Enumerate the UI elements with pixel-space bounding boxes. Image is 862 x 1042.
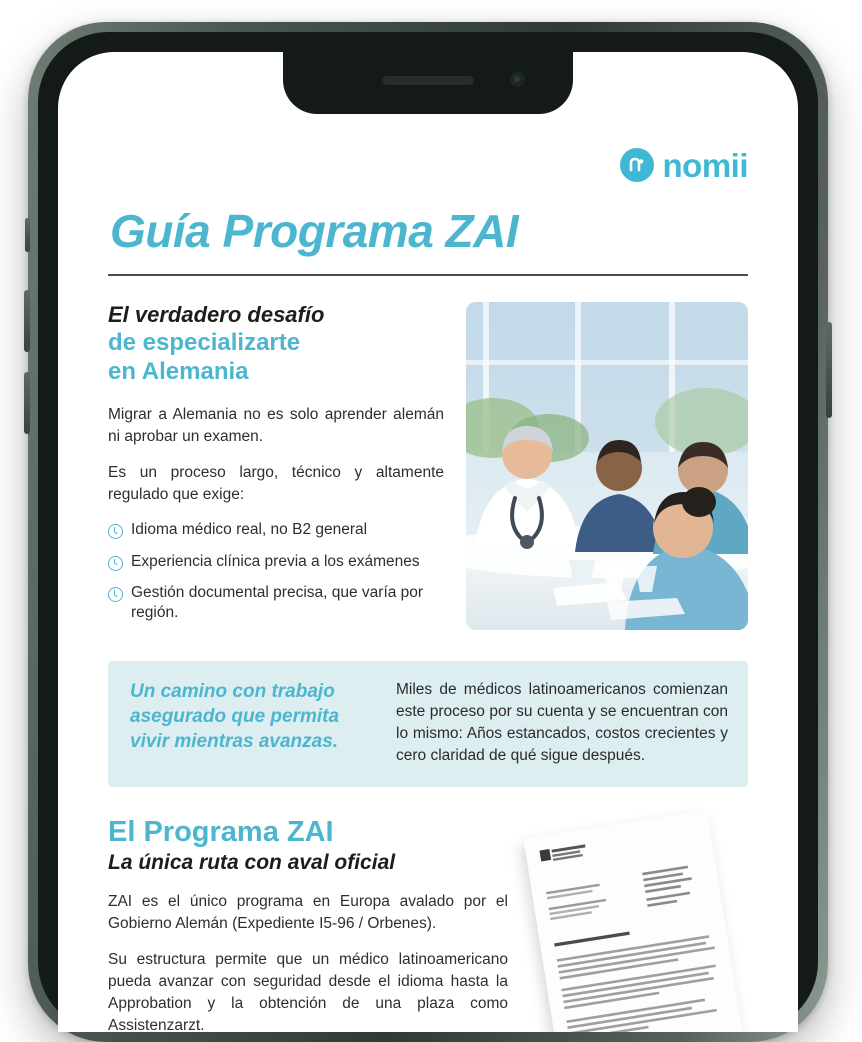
intro-image-column: [466, 302, 748, 635]
intro-heading-line1: El verdadero desafío: [108, 301, 325, 327]
power-button[interactable]: [826, 322, 832, 418]
nomii-logo[interactable]: [620, 148, 749, 182]
silent-switch-button[interactable]: [25, 218, 30, 252]
check-circle-icon: [108, 556, 123, 571]
phone-notch: [283, 52, 573, 114]
check-circle-icon: [108, 524, 123, 539]
document-page: [58, 52, 798, 1032]
program-paragraph-2: Su estructura permite que un médico latinoamericano pueda avanzar con seguridad desde el idioma hasta la Approbation y la obtención de una plaza como Assistenzarzt.: [108, 950, 508, 1032]
program-body: [108, 891, 508, 1032]
list-item: [108, 552, 444, 572]
bullet-label: Gestión documental precisa, que varía por región.: [131, 583, 424, 622]
program-paragraph-1: ZAI es el único programa en Europa avalado por el Gobierno Alemán (Expediente I5-96 / Orbenes).: [108, 892, 508, 932]
program-section: [108, 817, 748, 1032]
official-letter-image: [532, 817, 752, 1032]
intro-paragraph-2: Es un proceso largo, técnico y altamente regulado que exige:: [108, 464, 444, 504]
intro-heading-line2: de especializarte: [108, 329, 301, 357]
list-item: [108, 520, 444, 540]
check-circle-icon: [108, 587, 123, 602]
highlight-lead-text: Un camino con trabajo asegurado que permita vivir mientras avanzas.: [130, 680, 340, 753]
program-title: El Programa ZAI: [108, 815, 334, 848]
intro-heading-line3: en Alemania: [108, 357, 249, 385]
volume-down-button[interactable]: [24, 372, 30, 434]
front-camera-icon: [510, 72, 525, 87]
brand-name: nomii: [662, 146, 748, 184]
phone-mockup: [28, 22, 828, 1042]
phone-bezel: [38, 32, 818, 1032]
brand-header: [102, 148, 754, 182]
phone-screen: [58, 52, 798, 1032]
intro-paragraph-1: Migrar a Alemania no es solo aprender alemán ni aprobar un examen.: [108, 406, 444, 446]
highlight-callout: [108, 661, 748, 787]
list-item: [108, 583, 444, 624]
nomii-circle-mark-icon: [620, 148, 654, 182]
intro-section: [108, 302, 748, 635]
doctors-meeting-photo: [466, 302, 748, 630]
intro-text-column: [108, 302, 444, 635]
program-subtitle: La única ruta con aval oficial: [108, 850, 396, 874]
earpiece-speaker-icon: [382, 76, 474, 85]
highlight-body-text: Miles de médicos latinoamericanos comienzan este proceso por su cuenta y se encuentran con lo mismo: Años estancados, costos crecientes y cero claridad de qué sigue después.: [396, 680, 728, 764]
bullet-label: Experiencia clínica previa a los exámenes: [131, 552, 420, 570]
bullet-label: Idioma médico real, no B2 general: [131, 521, 368, 539]
title-divider: [108, 274, 748, 276]
page-title: Guía Programa ZAI: [110, 205, 519, 257]
volume-up-button[interactable]: [24, 290, 30, 352]
